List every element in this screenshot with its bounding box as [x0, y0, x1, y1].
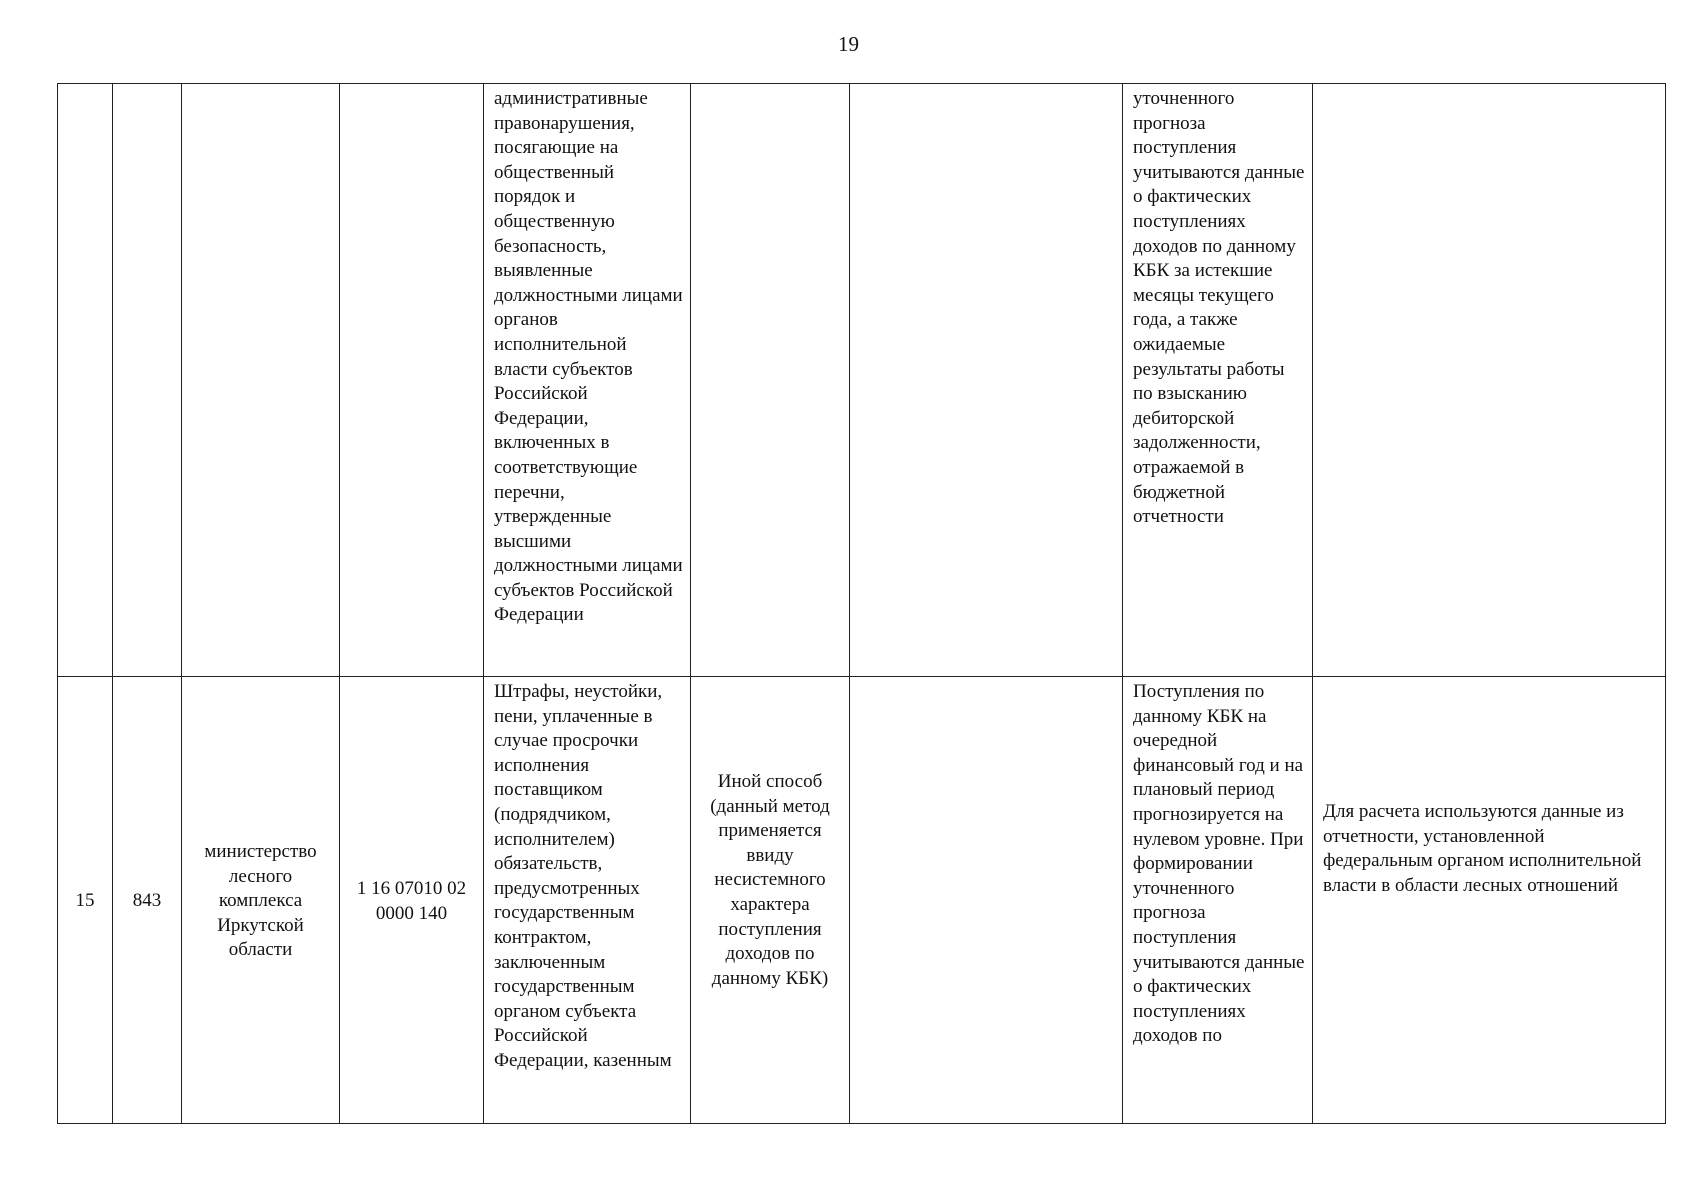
page-number: 19 [838, 32, 859, 56]
admin-code-cell: 843 [113, 677, 182, 1124]
revenue-description-cell: Штрафы, неустойки, пени, уплаченные в случае просрочки исполнения поставщиком (подрядчиком, исполнителем) обязательств, предусмотренных государственным контрактом, заключенным государственным органом субъекта Российской Федерации, казенным [484, 677, 691, 1124]
row-number-cell [58, 84, 113, 677]
kbk-cell [340, 84, 484, 677]
method-text: Иной способ (данный метод применяется ввиду несистемного характера поступления доходов по данному КБК) [710, 771, 830, 989]
note-cell [1313, 84, 1666, 677]
organization-cell: министерство лесного комплекса Иркутской области [182, 677, 340, 1124]
formula-cell [850, 84, 1123, 677]
formula-cell [850, 677, 1123, 1124]
note-cell [1313, 677, 1666, 1124]
table-row [58, 677, 1666, 1124]
revenue-forecast-table [57, 83, 1666, 1124]
kbk-cell: 1 16 07010 02 0000 140 [340, 677, 484, 1124]
organization-cell [182, 84, 340, 677]
method-cell [691, 677, 850, 1124]
table-row [58, 84, 1666, 677]
algorithm-cell: Поступления по данному КБК на очередной финансовый год и на плановый период прогнозируется на нулевом уровне. При формировании уточненного прогноза поступления учитываются данные о фактических поступлениях доходов по [1123, 677, 1313, 1124]
note-text: Для расчета используются данные из отчетности, установленной федеральным органом исполнительной власти в области лесных отношений [1323, 801, 1642, 896]
admin-code-cell [113, 84, 182, 677]
algorithm-cell: уточненного прогноза поступления учитываются данные о фактических поступлениях доходов по данному КБК за истекшие месяцы текущего года, а также ожидаемые результаты работы по взысканию дебиторской задолженности, отражаемой в бюджетной отчетности [1123, 84, 1313, 677]
method-cell [691, 84, 850, 677]
row-number-cell: 15 [58, 677, 113, 1124]
revenue-description-cell: административные правонарушения, посягающие на общественный порядок и общественную безопасность, выявленные должностными лицами органов исполнительной власти субъектов Российской Федерации, включенных в соответствующие перечни, утвержденные высшими должностными лицами субъектов Российской Федерации [484, 84, 691, 677]
